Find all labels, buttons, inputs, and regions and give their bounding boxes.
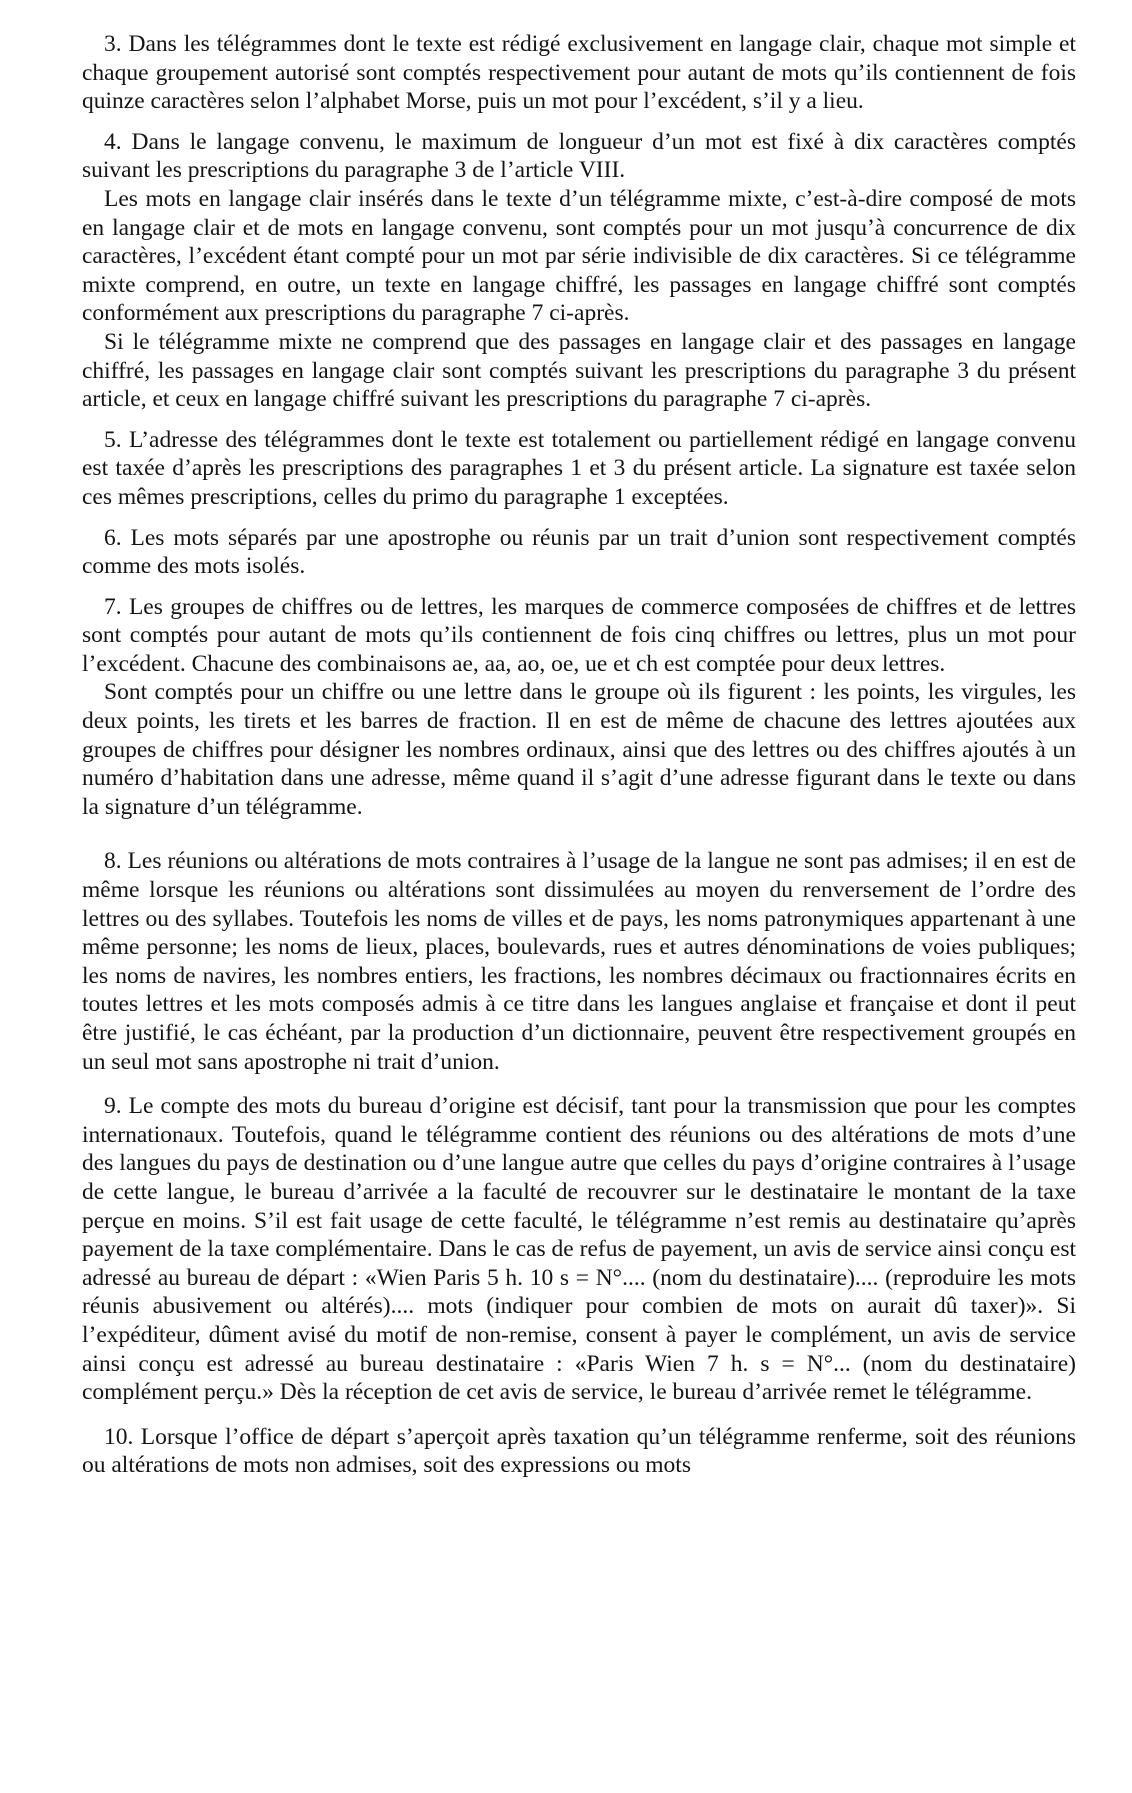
paragraph-7: 7. Les groupes de chiffres ou de lettres, les marques de commerce composées de chiffres et de lettres sont comptés pour autant de mots qu’ils contiennent de fois cinq chiffres ou lettres, plus un mot pour l’excédent. Chacune des combinaisons ae, aa, ao, oe, ue et ch est comptée pour deux lettres. [82, 593, 1076, 677]
paragraph-5: 5. L’adresse des télégrammes dont le texte est totalement ou partiellement rédigé en langage convenu est taxée d’après les prescriptions des paragraphes 1 et 3 du présent article. La signature est taxée selon ces mêmes prescriptions, celles du primo du paragraphe 1 exceptées. [82, 426, 1076, 510]
paragraph-9: 9. Le compte des mots du bureau d’origine est décisif, tant pour la transmission que pour les comptes internationaux. Toutefois, quand le télégramme contient des réunions ou des altérations de mots d’une des langues du pays de destination ou d’une langue autre que celles du pays d’origine contraires à l’usage de cette langue, le bureau d’arrivée a la faculté de recouvrer sur le destinataire le montant de la taxe perçue en moins. S’il est fait usage de cette faculté, le télégramme n’est remis au destinataire qu’après payement de la taxe complémentaire. Dans le cas de refus de payement, un avis de service ainsi conçu est adressé au bureau de départ : «Wien Paris 5 h. 10 s = N°.... (nom du destinataire).... (reproduire les mots réunis abusivement ou altérés).... mots (indiquer pour combien de mots on aurait dû taxer)». Si l’expéditeur, dûment avisé du motif de non-remise, consent à payer le complément, un avis de service ainsi conçu est adressé au bureau destinataire : «Paris Wien 7 h. s = N°... (nom du destinataire) complément perçu.» Dès la réception de cet avis de service, le bureau d’arrivée remet le télégramme. [82, 1093, 1076, 1406]
paragraph-3: 3. Dans les télégrammes dont le texte est rédigé exclusivement en langage clair, chaque mot simple et chaque groupement autorisé sont comptés respectivement pour autant de mots qu’ils contiennent de fois quinze caractères selon l’alphabet Morse, puis un mot pour l’excédent, s’il y a lieu. [82, 31, 1076, 115]
paragraph-10: 10. Lorsque l’office de départ s’aperçoit après taxation qu’un télégramme renferme, soit des réunions ou altérations de mots non admises, soit des expressions ou mots [82, 1423, 1076, 1479]
document-page [82, 30, 1076, 1480]
paragraph-6: 6. Les mots séparés par une apostrophe ou réunis par un trait d’union sont respectivement comptés comme des mots isolés. [82, 524, 1076, 580]
paragraph-7-counted-characters: Sont comptés pour un chiffre ou une lettre dans le groupe où ils figurent : les points, les virgules, les deux points, les tirets et les barres de fraction. Il en est de même de chacune des lettres ajoutées aux groupes de chiffres pour désigner les nombres ordinaux, ainsi que des lettres ou des chiffres ajoutés à un numéro d’habitation dans une adresse, même quand il s’agit d’une adresse figurant dans le texte ou dans la signature d’un télégramme. [82, 679, 1076, 820]
paragraph-4: 4. Dans le langage convenu, le maximum de longueur d’un mot est fixé à dix caractères comptés suivant les prescriptions du paragraphe 3 de l’article VIII. [82, 128, 1076, 184]
paragraph-4-mixed-telegram: Les mots en langage clair insérés dans le texte d’un télégramme mixte, c’est-à-dire composé de mots en langage clair et de mots en langage convenu, sont comptés pour un mot jusqu’à concurrence de dix caractères, l’excédent étant compté pour un mot par série indivisible de dix caractères. Si ce télégramme mixte comprend, en outre, un texte en langage chiffré, les passages en langage chiffré sont comptés conformément aux prescriptions du paragraphe 7 ci-après. [82, 185, 1076, 327]
paragraph-4-clear-and-cipher: Si le télégramme mixte ne comprend que des passages en langage clair et des passages en langage chiffré, les passages en langage clair sont comptés suivant les prescriptions du paragraphe 3 du présent article, et ceux en langage chiffré suivant les prescriptions du paragraphe 7 ci-après. [82, 328, 1076, 413]
paragraph-8: 8. Les réunions ou altérations de mots contraires à l’usage de la langue ne sont pas admises; il en est de même lorsque les réunions ou altérations sont dissimulées au moyen du renversement de l’ordre des lettres ou des syllabes. Toutefois les noms de villes et de pays, les noms patronymiques appartenant à une même personne; les noms de lieux, places, boulevards, rues et autres dénominations de voies publiques; les noms de navires, les nombres entiers, les fractions, les nombres décimaux ou fractionnaires écrits en toutes lettres et les mots composés admis à ce titre dans les langues anglaise et française et dont il peut être justifié, le cas échéant, par la production d’un dictionnaire, peuvent être respectivement groupés en un seul mot sans apostrophe ni trait d’union. [82, 848, 1076, 1075]
